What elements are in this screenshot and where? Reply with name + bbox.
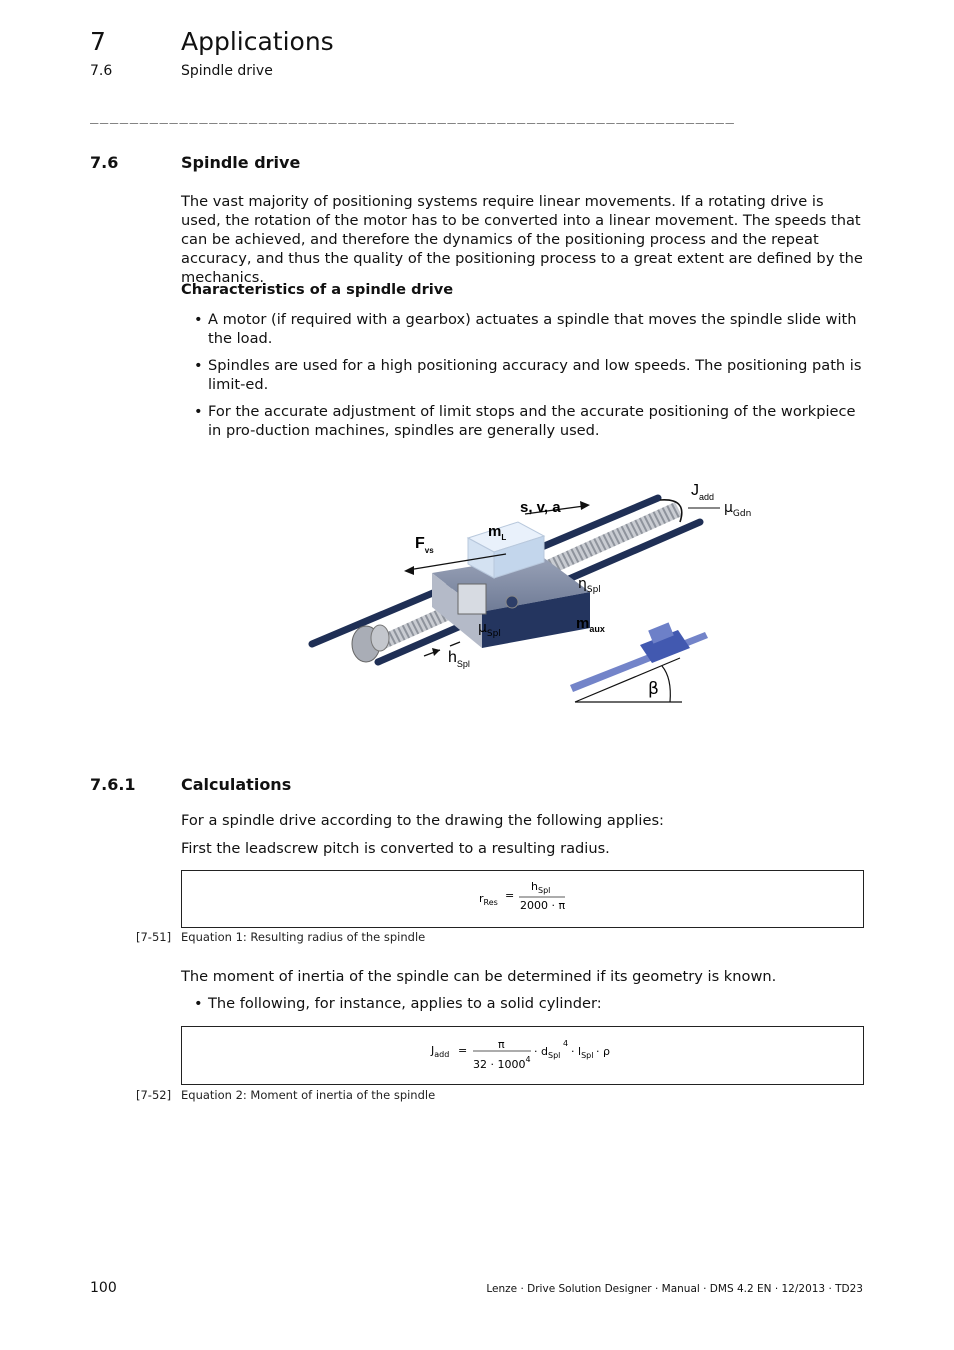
equation-2 <box>182 1027 863 1084</box>
list-item: • Spindles are used for a high positioning accuracy and low speeds. The positioning path is limit-ed. <box>181 356 864 394</box>
intro-paragraph: The vast majority of positioning systems require linear movements. If a rotating drive is used, the rotation of the motor has to be converted into a linear movement. The speeds that can be achieved, and therefore the dynamics of the positioning process and the repeat accuracy, and thus the quality of the positioning process to a great extent are defined by the mechanics. <box>181 193 863 286</box>
label-mu-gdn: $\mu_{Gdn}$ <box>724 500 752 519</box>
eq2-d-exponent: 4 <box>563 1039 569 1048</box>
characteristics-list <box>181 310 864 448</box>
eq1-lhs: $r_{Res}$ <box>479 892 498 907</box>
calc-paragraph-1: For a spindle drive according to the drawing the following applies: <box>181 812 664 829</box>
footer-doc-info: Lenze · Drive Solution Designer · Manual · DMS 4.2 EN · 12/2013 · TD23 <box>486 1283 863 1295</box>
eq2-numerator: π <box>498 1038 505 1051</box>
eq1-caption-number: [7-51] <box>136 930 172 944</box>
eq2-l-term: · $l_{Spl}$ <box>571 1045 594 1060</box>
svg-text:=: = <box>458 1044 468 1057</box>
section-title: Spindle drive <box>181 153 301 172</box>
eq2-rho: · ρ <box>596 1045 610 1058</box>
label-j: $J_{add}$ <box>691 482 715 502</box>
eq1-denominator: 2000 · π <box>520 899 566 912</box>
calc-paragraph-2: First the leadscrew pitch is converted to a resulting radius. <box>181 840 610 857</box>
subsection-title: Calculations <box>181 775 292 794</box>
label-ml: $m_L$ <box>488 523 507 542</box>
label-beta: β <box>648 679 659 699</box>
header-section-title: Spindle drive <box>181 63 273 79</box>
subsection-number: 7.6.1 <box>90 775 136 794</box>
svg-text:=: = <box>505 889 515 902</box>
equation-box-2 <box>181 1026 864 1085</box>
label-svat: s, v, a <box>520 499 561 516</box>
equation-1 <box>182 871 863 927</box>
eq2-caption-text: Equation 2: Moment of inertia of the spindle <box>181 1088 436 1102</box>
calc-paragraph-3: The moment of inertia of the spindle can be determined if its geometry is known. <box>181 968 777 985</box>
characteristics-heading: Characteristics of a spindle drive <box>181 281 454 298</box>
spindle-drive-figure <box>300 470 770 715</box>
label-hspl: $h_{Spl}$ <box>448 649 470 669</box>
eq1-numerator: $h_{Spl}$ <box>531 880 551 895</box>
chapter-title: Applications <box>181 27 334 56</box>
chapter-number: 7 <box>90 27 106 56</box>
eq1-caption-text: Equation 1: Resulting radius of the spindle <box>181 930 426 944</box>
solid-cylinder-list <box>181 994 864 1021</box>
equation-box-1 <box>181 870 864 928</box>
list-item: • A motor (if required with a gearbox) actuates a spindle that moves the spindle slide with the load. <box>181 310 864 348</box>
label-fvs: $F_{vs}$ <box>415 535 434 555</box>
eq2-caption-number: [7-52] <box>136 1088 172 1102</box>
section-number: 7.6 <box>90 153 119 172</box>
header-rule: _________________________________________________________________ <box>90 108 736 124</box>
list-item: • For the accurate adjustment of limit stops and the accurate positioning of the workpiece in pro-duction machines, spindles are generally used. <box>181 402 864 440</box>
eq2-d-term: · $d_{Spl}$ <box>534 1045 561 1060</box>
label-maux: $m_{aux}$ <box>576 615 605 634</box>
inclined-spindle <box>570 632 708 692</box>
label-eta: $\eta_{Spl}$ <box>578 576 601 595</box>
eq2-lhs: $J_{add}$ <box>431 1044 450 1059</box>
label-mu-spl: $\mu_{Spl}$ <box>478 620 501 639</box>
list-item: • The following, for instance, applies to a solid cylinder: <box>181 994 864 1013</box>
page-number: 100 <box>90 1280 117 1296</box>
eq2-denominator: $32 \cdot 1000^4$ <box>473 1055 531 1071</box>
header-section-number: 7.6 <box>90 63 113 79</box>
